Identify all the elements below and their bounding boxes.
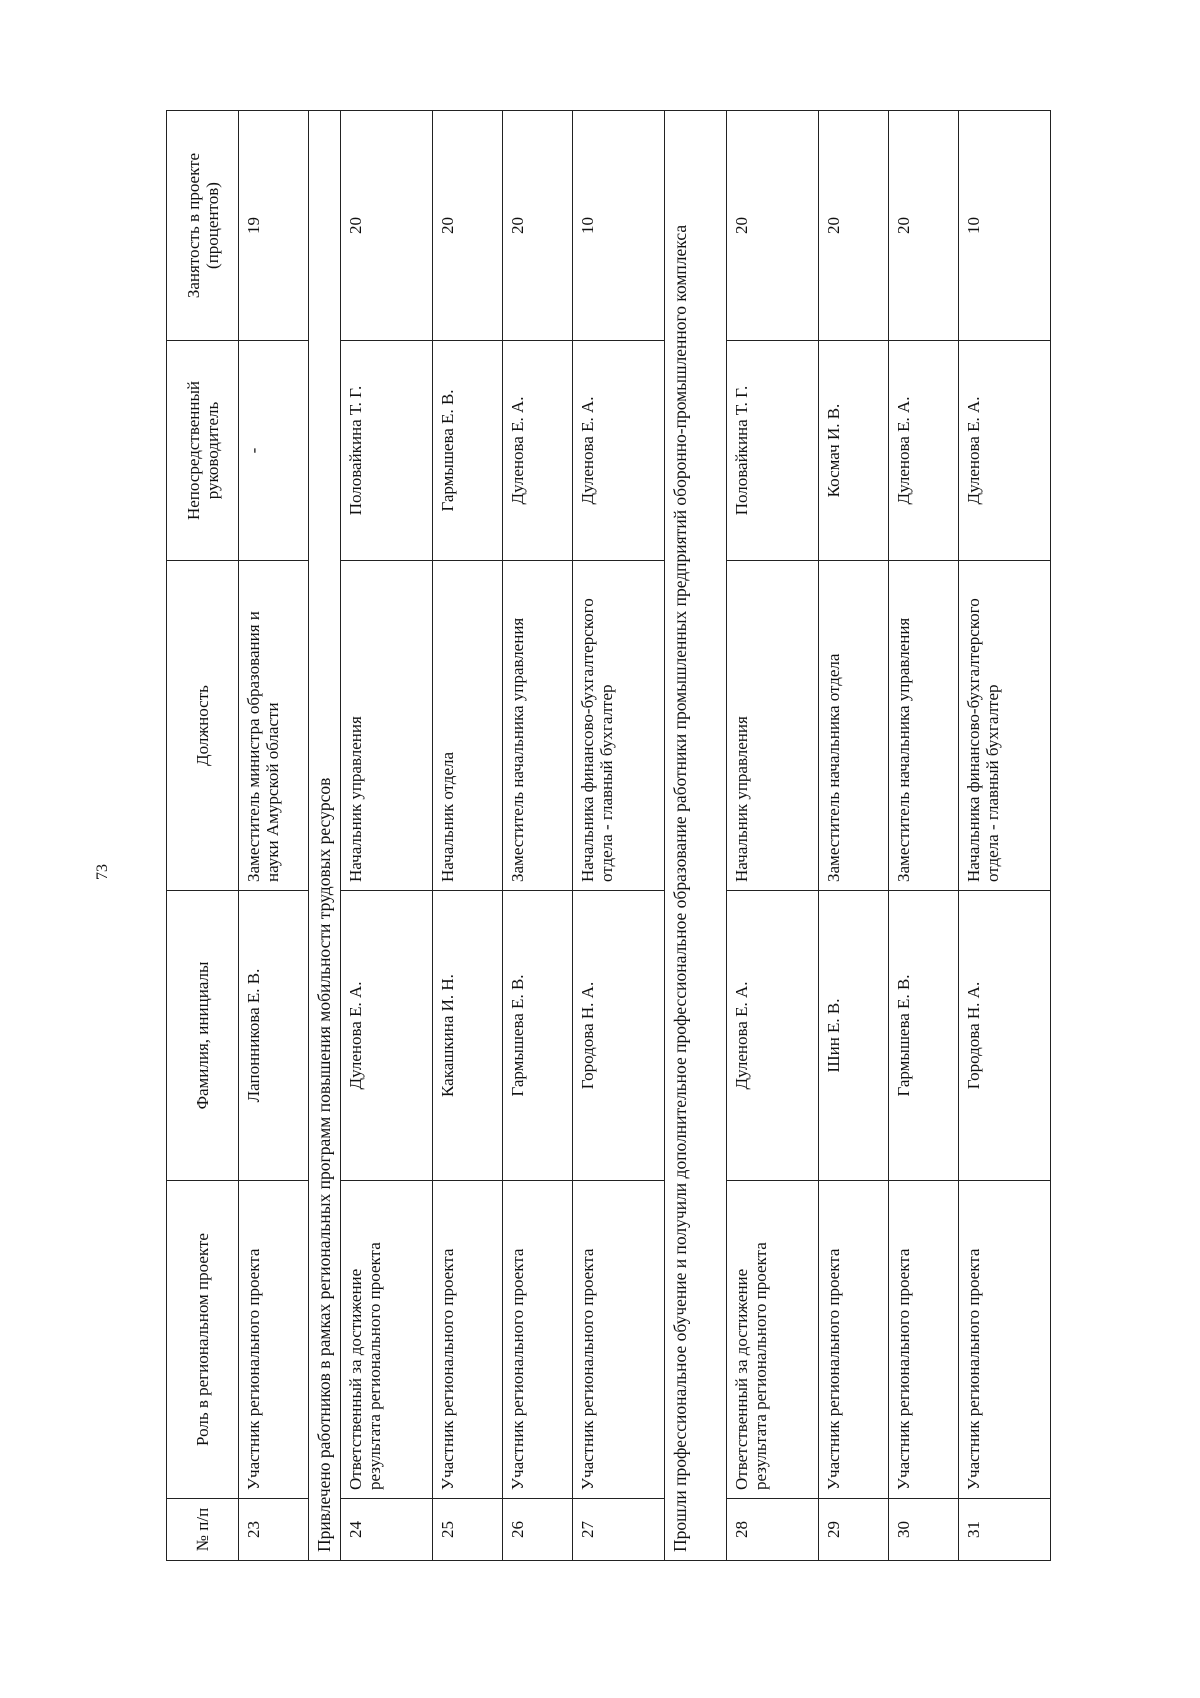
cell-role: Участник регионального проекта xyxy=(889,1181,959,1499)
cell-manager: - xyxy=(239,341,309,561)
cell-role: Участник регионального проекта xyxy=(573,1181,665,1499)
cell-role: Участник регионального проекта xyxy=(819,1181,889,1499)
table-header-row xyxy=(167,111,239,1561)
cell-position: Заместитель начальника управления xyxy=(503,561,573,891)
header-name: Фамилия, инициалы xyxy=(167,891,239,1181)
cell-role: Участник регионального проекта xyxy=(959,1181,1051,1499)
section-2-title: Прошли профессиональное обучение и получили дополнительное профессиональное образование работники промышленных предприятий оборонно-промышленного комплекса xyxy=(665,111,727,1561)
cell-manager: Половайкина Т. Г. xyxy=(341,341,433,561)
cell-role: Ответственный за достижение результата регионального проекта xyxy=(341,1181,433,1499)
cell-role: Участник регионального проекта xyxy=(433,1181,503,1499)
table-row xyxy=(727,111,819,1561)
cell-num: 26 xyxy=(503,1499,573,1561)
table-row xyxy=(503,111,573,1561)
cell-load: 20 xyxy=(727,111,819,341)
cell-position: Начальника финансово-бухгалтерского отдела - главный бухгалтер xyxy=(959,561,1051,891)
cell-num: 31 xyxy=(959,1499,1051,1561)
page-number: 73 xyxy=(94,864,111,880)
header-position: Должность xyxy=(167,561,239,891)
cell-manager: Гармышева Е. В. xyxy=(433,341,503,561)
header-manager: Непосредственный руководитель xyxy=(167,341,239,561)
project-staff-table xyxy=(166,110,1051,1561)
table-row xyxy=(959,111,1051,1561)
table-rotated-wrapper xyxy=(166,111,1026,1561)
cell-name: Дуленова Е. А. xyxy=(341,891,433,1181)
cell-load: 20 xyxy=(889,111,959,341)
cell-load: 20 xyxy=(503,111,573,341)
table-row xyxy=(239,111,309,1561)
cell-manager: Дуленова Е. А. xyxy=(503,341,573,561)
cell-role: Участник регионального проекта xyxy=(239,1181,309,1499)
cell-position: Заместитель министра образования и науки Амурской области xyxy=(239,561,309,891)
cell-num: 23 xyxy=(239,1499,309,1561)
header-role: Роль в региональном проекте xyxy=(167,1181,239,1499)
cell-name: Дуленова Е. А. xyxy=(727,891,819,1181)
section-1-title: Привлечено работников в рамках региональных программ повышения мобильности трудовых ресурсов xyxy=(309,111,341,1561)
cell-num: 28 xyxy=(727,1499,819,1561)
cell-num: 24 xyxy=(341,1499,433,1561)
cell-position: Начальника финансово-бухгалтерского отдела - главный бухгалтер xyxy=(573,561,665,891)
cell-load: 10 xyxy=(573,111,665,341)
cell-manager: Дуленова Е. А. xyxy=(889,341,959,561)
table-row xyxy=(573,111,665,1561)
cell-load: 20 xyxy=(433,111,503,341)
section-heading-row xyxy=(665,111,727,1561)
cell-position: Начальник отдела xyxy=(433,561,503,891)
section-heading-row xyxy=(309,111,341,1561)
cell-load: 20 xyxy=(819,111,889,341)
header-num: № п/п xyxy=(167,1499,239,1561)
cell-manager: Половайкина Т. Г. xyxy=(727,341,819,561)
table-row xyxy=(819,111,889,1561)
cell-role: Участник регионального проекта xyxy=(503,1181,573,1499)
cell-name: Какашкина И. Н. xyxy=(433,891,503,1181)
cell-position: Начальник управления xyxy=(727,561,819,891)
cell-role: Ответственный за достижение результата регионального проекта xyxy=(727,1181,819,1499)
cell-name: Лапонникова Е. В. xyxy=(239,891,309,1181)
cell-num: 29 xyxy=(819,1499,889,1561)
table-row xyxy=(341,111,433,1561)
header-load: Занятость в проекте (процентов) xyxy=(167,111,239,341)
table-row xyxy=(889,111,959,1561)
cell-name: Шин Е. В. xyxy=(819,891,889,1181)
cell-manager: Космач И. В. xyxy=(819,341,889,561)
cell-num: 30 xyxy=(889,1499,959,1561)
cell-num: 25 xyxy=(433,1499,503,1561)
cell-name: Гармышева Е. В. xyxy=(503,891,573,1181)
cell-name: Городова Н. А. xyxy=(959,891,1051,1181)
cell-name: Гармышева Е. В. xyxy=(889,891,959,1181)
cell-manager: Дуленова Е. А. xyxy=(573,341,665,561)
cell-position: Заместитель начальника управления xyxy=(889,561,959,891)
cell-position: Начальник управления xyxy=(341,561,433,891)
table-row xyxy=(433,111,503,1561)
cell-name: Городова Н. А. xyxy=(573,891,665,1181)
cell-num: 27 xyxy=(573,1499,665,1561)
cell-load: 10 xyxy=(959,111,1051,341)
cell-load: 20 xyxy=(341,111,433,341)
cell-load: 19 xyxy=(239,111,309,341)
cell-position: Заместитель начальника отдела xyxy=(819,561,889,891)
cell-manager: Дуленова Е. А. xyxy=(959,341,1051,561)
